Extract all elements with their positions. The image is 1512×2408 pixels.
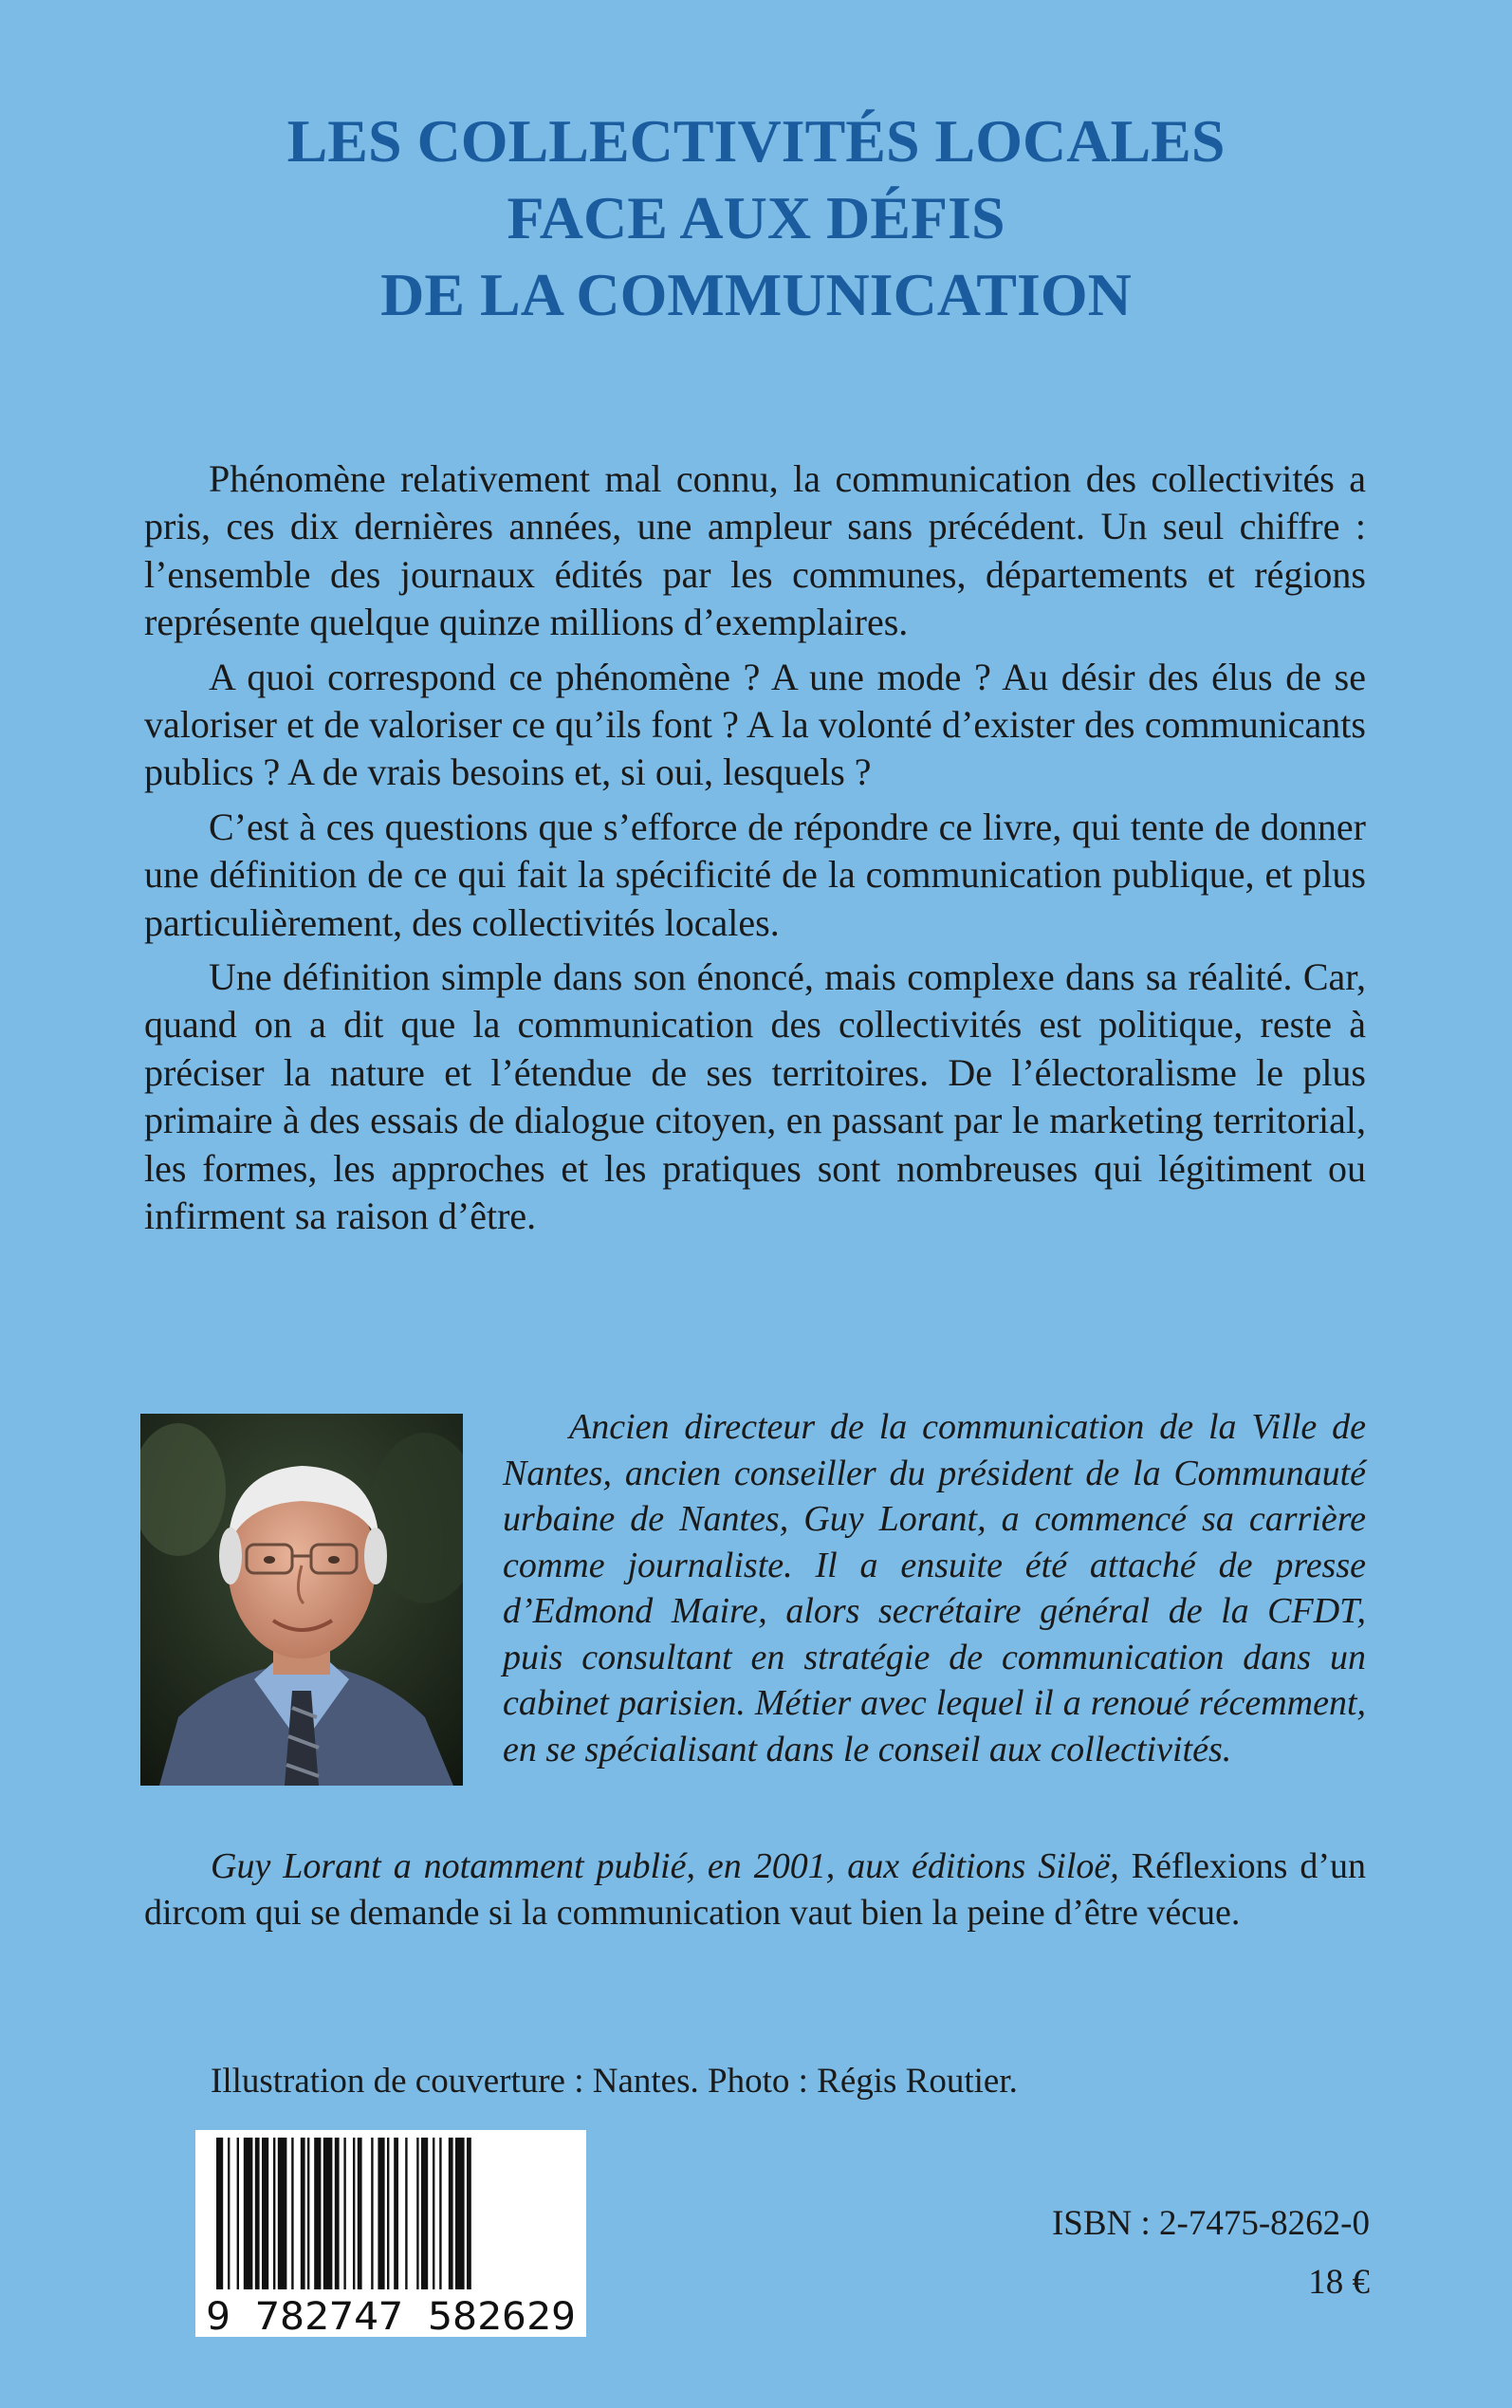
barcode-digits: 9 782747 582629 [206, 2295, 576, 2337]
price: 18 € [1308, 2263, 1370, 2302]
barcode-bar [335, 2138, 340, 2289]
barcode-bar [371, 2138, 373, 2289]
publication-prefix: Guy Lorant a notamment publié, en 2001, aux éditions Siloë, [211, 1846, 1119, 1886]
barcode-bar [378, 2138, 384, 2289]
barcode-bar [228, 2138, 230, 2289]
barcode-bar [323, 2138, 333, 2289]
barcode-bar [449, 2138, 453, 2289]
author-portrait-icon [140, 1414, 463, 1786]
barcode-bar [343, 2138, 345, 2289]
book-title [0, 102, 1512, 333]
author-bio-text: Ancien directeur de la communication de la Ville de Nantes, ancien conseiller du président de la Communauté urbaine de Nantes, Guy Lorant, a commencé sa carrière comme journaliste. Il a ensuite été attaché de presse d’Edmond Maire, alors secrétaire général de la CFDT, puis consultant en stratégie de communication dans un cabinet parisien. Métier avec lequel il a renoué récemment, en se spécialisant dans le conseil aux collectivités. [503, 1407, 1366, 1769]
barcode-bar [244, 2138, 253, 2289]
title-line-2: FACE AUX DÉFIS [507, 184, 1005, 251]
barcode-bar [255, 2138, 260, 2289]
barcode-bar [291, 2138, 293, 2289]
barcode-bar [433, 2138, 434, 2289]
barcode-bar [353, 2138, 355, 2289]
publication-title: Réflexions d’un dircom qui se demande si la communication vaut bien la peine d’être vécue. [144, 1846, 1366, 1933]
barcode-bar [237, 2138, 239, 2289]
barcode-bar [455, 2138, 465, 2289]
barcode-bar [314, 2138, 321, 2289]
barcode-bar [421, 2138, 428, 2289]
barcode-bar [358, 2138, 362, 2289]
description-paragraph: Une définition simple dans son énoncé, mais complexe dans sa réalité. Car, quand on a dit que la communication des collectivités est politique, reste à préciser la nature et l’étendue de ses territoires. De l’électoralisme le plus primaire à des essais de dialogue citoyen, en passant par le marketing territorial, les formes, les approches et les pratiques sont nombreuses qui légitiment ou infirment sa raison d’être. [144, 955, 1366, 1238]
barcode-bar [301, 2138, 305, 2289]
author-publication [144, 1843, 1366, 1936]
barcode-bar [387, 2138, 389, 2289]
author-bio [503, 1404, 1366, 1772]
title-line-3: DE LA COMMUNICATION [380, 261, 1132, 328]
author-portrait [140, 1414, 463, 1786]
barcode-bar [405, 2138, 407, 2289]
barcode-bar [416, 2138, 418, 2289]
barcode-bar [467, 2138, 471, 2289]
title-line-1: LES COLLECTIVITÉS LOCALES [286, 107, 1226, 175]
barcode-icon [195, 2130, 586, 2337]
barcode-bar [307, 2138, 309, 2289]
barcode-bar [273, 2138, 275, 2289]
isbn: ISBN : 2-7475-8262-0 [1051, 2204, 1370, 2243]
barcode-bar [216, 2138, 223, 2289]
book-description [144, 455, 1366, 1248]
description-paragraph: A quoi correspond ce phénomène ? A une mode ? Au désir des élus de se valoriser et de valoriser ce qu’ils font ? A la volonté d’exister des communicants publics ? A de vrais besoins et, si oui, lesquels ? [144, 655, 1366, 794]
cover-credit: Illustration de couverture : Nantes. Photo : Régis Routier. [211, 2062, 1018, 2101]
barcode-bar [262, 2138, 268, 2289]
description-paragraph: C’est à ces questions que s’efforce de répondre ce livre, qui tente de donner une définition de ce qui fait la spécificité de la communication publique, et plus particulièrement, des collectivités locales. [144, 805, 1366, 944]
barcode-bar [439, 2138, 441, 2289]
barcode-bar [394, 2138, 398, 2289]
barcode-bar [278, 2138, 287, 2289]
description-paragraph: Phénomène relativement mal connu, la communication des collectivités a pris, ces dix dernières années, une ampleur sans précédent. Un seul chiffre : l’ensemble des journaux édités par les communes, départements et régions représente quelque quinze millions d’exemplaires. [144, 457, 1366, 644]
